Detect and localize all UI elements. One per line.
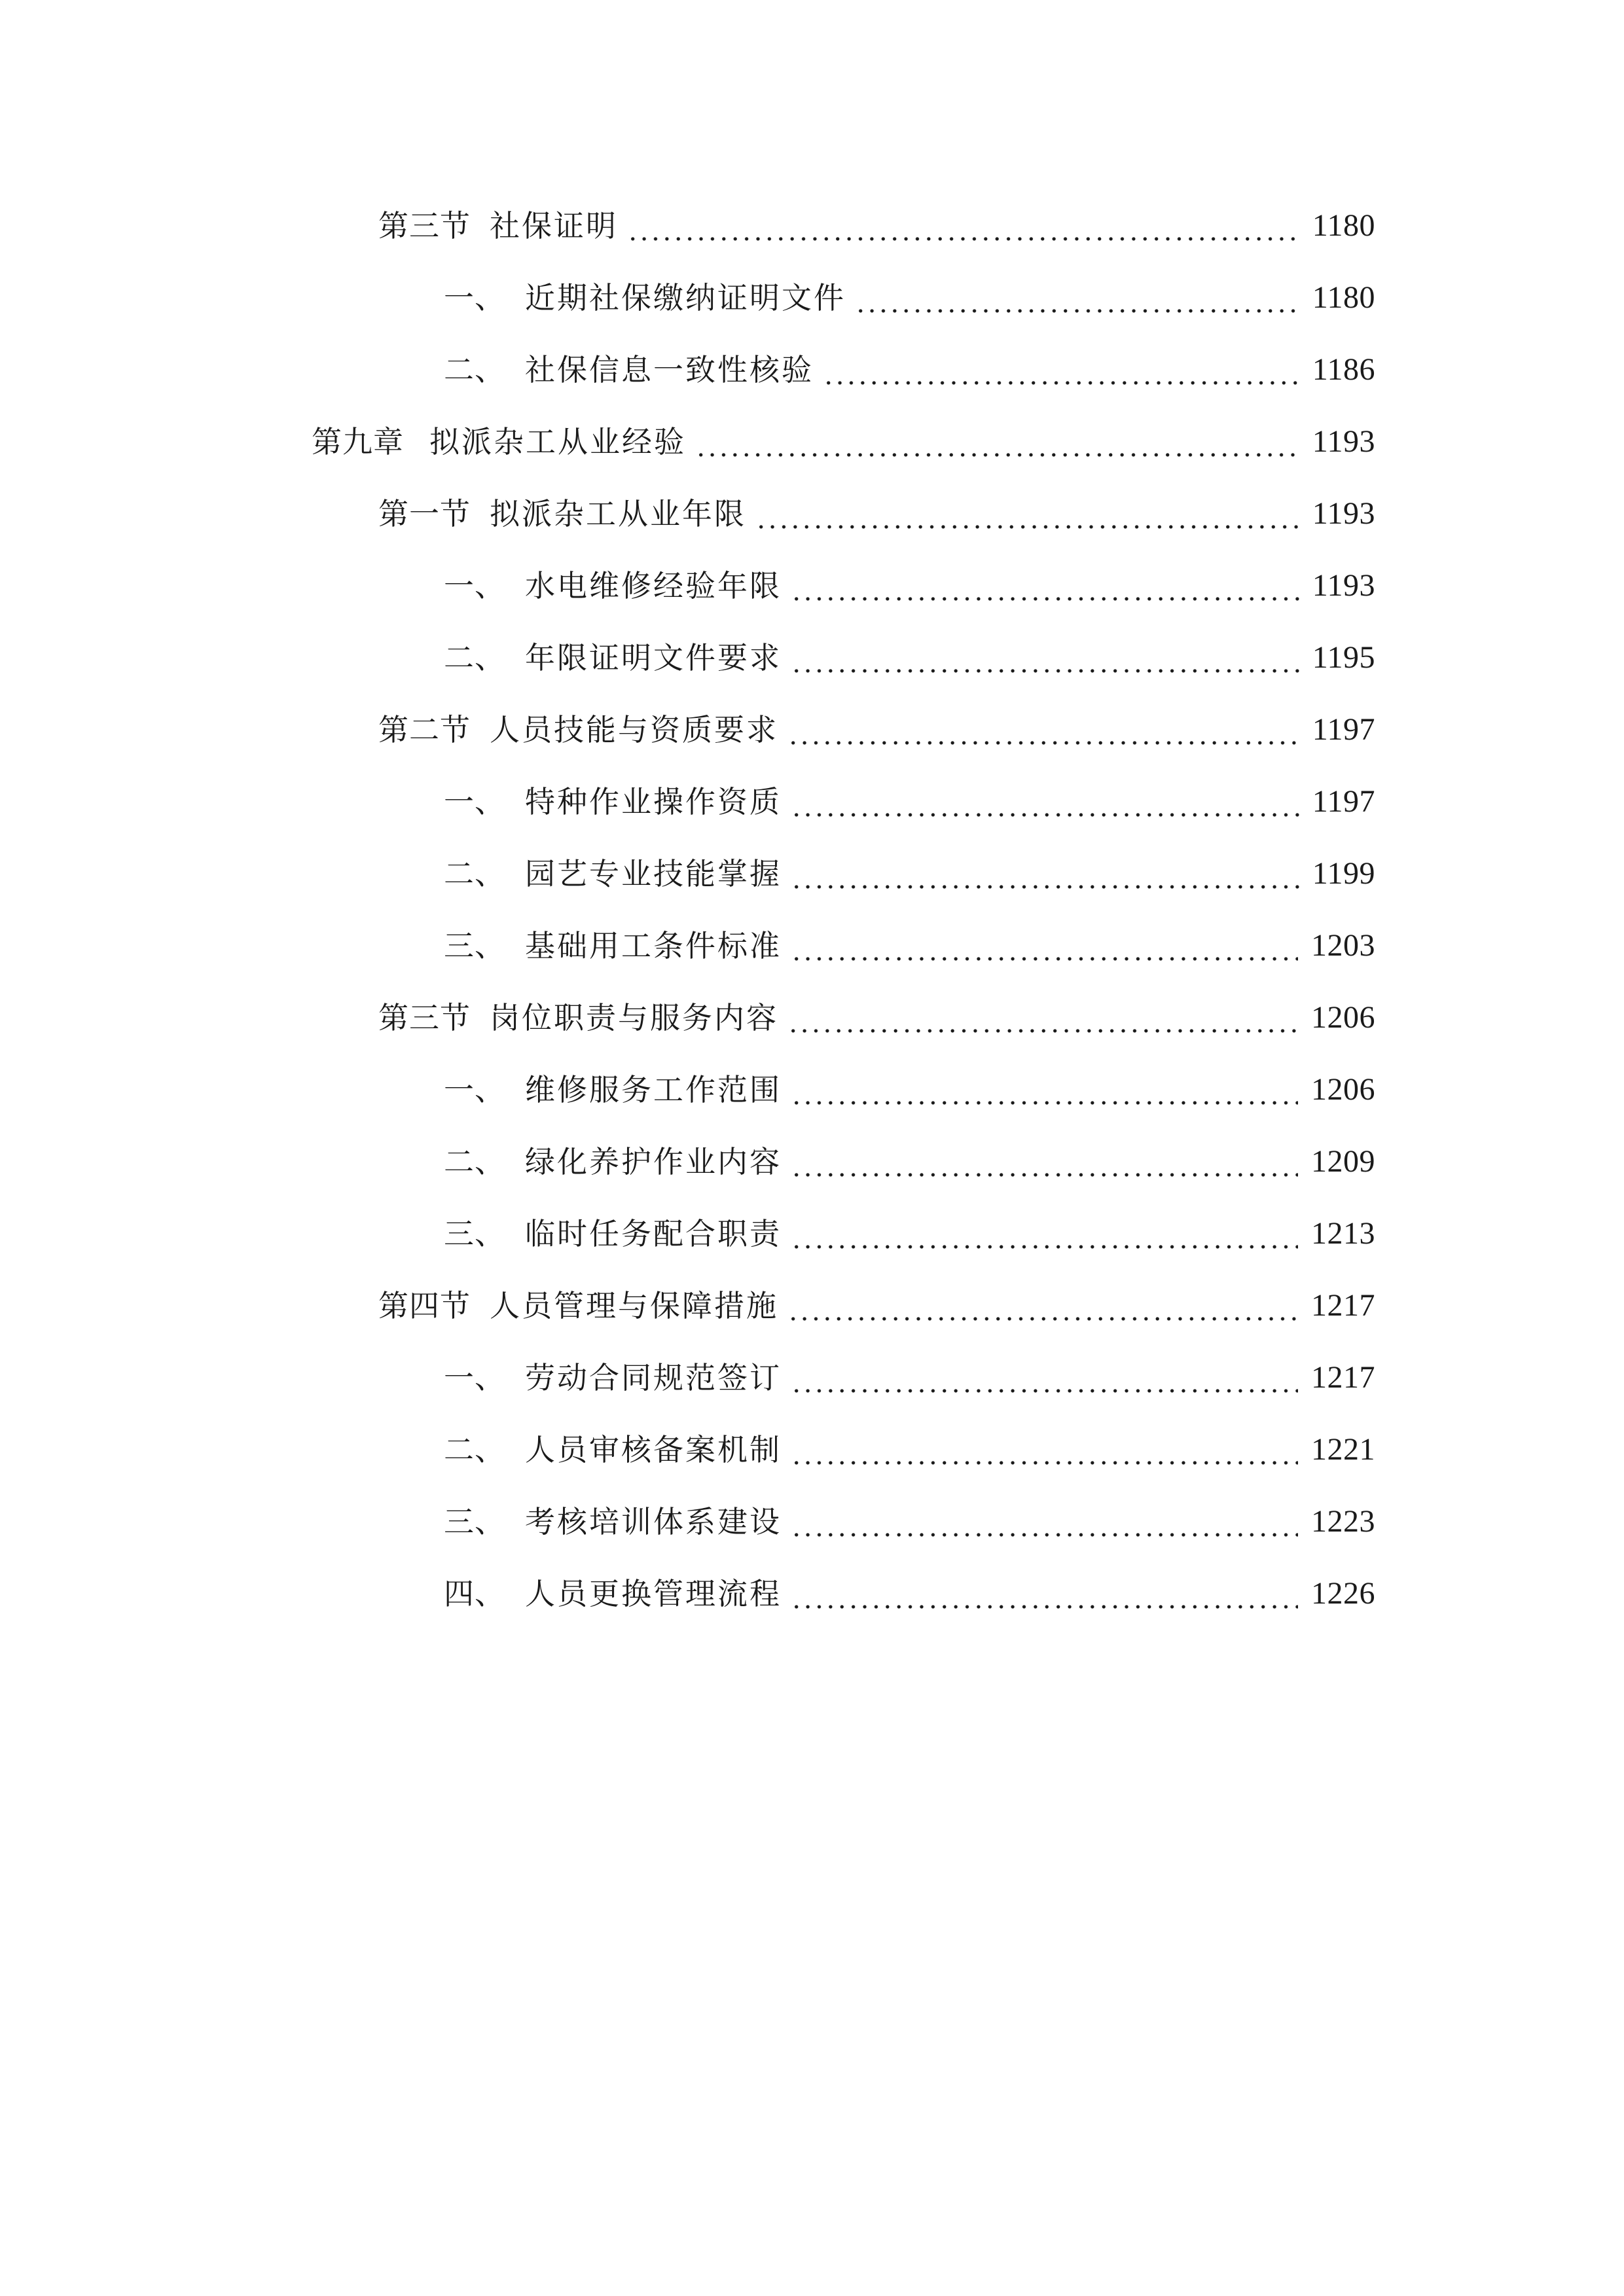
toc-entry-title: 考核培训体系建设 — [525, 1504, 782, 1539]
dot-leader — [855, 283, 1299, 313]
toc-entry-page-number: 1199 — [1312, 856, 1375, 891]
toc-entry-title: 人员技能与资质要求 — [490, 712, 778, 747]
toc-entry-marker: 一、 — [444, 280, 505, 315]
toc-entry-marker: 一、 — [444, 568, 505, 603]
toc-entry[interactable] — [0, 1198, 1624, 1270]
toc-entry-page-number: 1180 — [1312, 280, 1375, 315]
toc-entry-page-number: 1193 — [1312, 568, 1375, 603]
toc-entry[interactable] — [0, 1558, 1624, 1630]
toc-entry[interactable] — [0, 982, 1624, 1054]
dot-leader — [787, 715, 1299, 745]
toc-entry-page-number: 1213 — [1311, 1216, 1375, 1251]
toc-entry-marker: 一、 — [444, 784, 505, 819]
toc-entry-title: 社保信息一致性核验 — [525, 352, 814, 387]
toc-entry-page-number: 1197 — [1312, 712, 1375, 747]
toc-entry-title: 水电维修经验年限 — [525, 568, 782, 603]
toc-entry-title: 特种作业操作资质 — [525, 784, 782, 819]
toc-entry-title: 岗位职责与服务内容 — [490, 1000, 778, 1035]
toc-entry[interactable] — [0, 334, 1624, 406]
toc-entry-marker: 第九章 — [312, 424, 404, 459]
toc-entry[interactable] — [0, 694, 1624, 766]
toc-entry-title: 临时任务配合职责 — [525, 1216, 782, 1251]
toc-entry[interactable] — [0, 1486, 1624, 1558]
toc-entry-marker: 第二节 — [378, 712, 471, 747]
toc-entry-marker: 二、 — [444, 1432, 505, 1467]
toc-entry-marker: 第一节 — [378, 496, 471, 531]
toc-entry-page-number: 1226 — [1311, 1576, 1375, 1611]
toc-entry-title: 社保证明 — [490, 208, 618, 243]
dot-leader — [791, 1507, 1298, 1537]
toc-entry-title: 人员管理与保障措施 — [490, 1288, 778, 1323]
dot-leader — [787, 1003, 1298, 1033]
toc-entry-title: 年限证明文件要求 — [525, 640, 782, 675]
toc-entry[interactable] — [0, 1126, 1624, 1198]
toc-entry-marker: 二、 — [444, 352, 505, 387]
toc-entry-title: 劳动合同规范签订 — [525, 1360, 782, 1395]
toc-entry-page-number: 1197 — [1312, 784, 1375, 819]
toc-entry-title: 人员更换管理流程 — [525, 1576, 782, 1611]
toc-entry-title: 维修服务工作范围 — [525, 1072, 782, 1107]
toc-entry-marker: 四、 — [444, 1576, 505, 1611]
toc-entry[interactable] — [0, 478, 1624, 550]
toc-entry-title: 拟派杂工从业经验 — [429, 424, 686, 459]
dot-leader — [791, 1219, 1298, 1249]
dot-leader — [791, 1147, 1298, 1177]
toc-entry-page-number: 1193 — [1312, 424, 1375, 459]
dot-leader — [791, 1579, 1298, 1609]
dot-leader — [791, 859, 1299, 889]
toc-entry[interactable] — [0, 1342, 1624, 1414]
toc-entry[interactable] — [0, 766, 1624, 838]
dot-leader — [823, 355, 1299, 385]
toc-entry-marker: 三、 — [444, 1216, 505, 1251]
toc-entry[interactable] — [0, 1270, 1624, 1342]
toc-entry-page-number: 1217 — [1311, 1288, 1375, 1323]
toc-entry-page-number: 1195 — [1312, 640, 1375, 675]
toc-entry[interactable] — [0, 910, 1624, 982]
toc-entry-marker: 三、 — [444, 1504, 505, 1539]
table-of-contents — [0, 190, 1624, 1630]
toc-entry[interactable] — [0, 262, 1624, 334]
toc-entry-title: 近期社保缴纳证明文件 — [525, 280, 846, 315]
toc-entry-page-number: 1180 — [1312, 208, 1375, 243]
dot-leader — [791, 643, 1299, 673]
toc-entry[interactable] — [0, 1054, 1624, 1126]
toc-entry-page-number: 1221 — [1311, 1432, 1375, 1467]
dot-leader — [755, 499, 1299, 529]
dot-leader — [791, 1075, 1298, 1105]
dot-leader — [791, 1435, 1298, 1465]
toc-entry-page-number: 1206 — [1311, 1072, 1375, 1107]
toc-entry-marker: 二、 — [444, 1144, 505, 1179]
dot-leader — [787, 1291, 1298, 1321]
toc-entry-title: 园艺专业技能掌握 — [525, 856, 782, 891]
toc-entry[interactable] — [0, 550, 1624, 622]
dot-leader — [695, 427, 1299, 457]
toc-entry-title: 人员审核备案机制 — [525, 1432, 782, 1467]
toc-entry-marker: 第三节 — [378, 208, 471, 243]
toc-entry[interactable] — [0, 838, 1624, 910]
toc-entry-marker: 三、 — [444, 928, 505, 963]
toc-entry[interactable] — [0, 406, 1624, 478]
toc-entry[interactable] — [0, 190, 1624, 262]
toc-entry-title: 拟派杂工从业年限 — [490, 496, 746, 531]
dot-leader — [791, 1363, 1298, 1393]
toc-entry-marker: 第三节 — [378, 1000, 471, 1035]
toc-entry-page-number: 1206 — [1311, 1000, 1375, 1035]
toc-entry-page-number: 1203 — [1311, 928, 1375, 963]
dot-leader — [791, 787, 1299, 817]
toc-entry-page-number: 1223 — [1311, 1504, 1375, 1539]
toc-entry-marker: 一、 — [444, 1072, 505, 1107]
dot-leader — [627, 211, 1299, 241]
toc-entry-marker: 第四节 — [378, 1288, 471, 1323]
toc-entry[interactable] — [0, 1414, 1624, 1486]
toc-entry-page-number: 1217 — [1311, 1360, 1375, 1395]
toc-entry-page-number: 1193 — [1312, 496, 1375, 531]
toc-entry-title: 基础用工条件标准 — [525, 928, 782, 963]
toc-entry-page-number: 1209 — [1311, 1144, 1375, 1179]
toc-entry-marker: 二、 — [444, 856, 505, 891]
dot-leader — [791, 931, 1298, 961]
toc-entry-page-number: 1186 — [1312, 352, 1375, 387]
dot-leader — [791, 571, 1299, 601]
toc-entry-marker: 二、 — [444, 640, 505, 675]
toc-entry-title: 绿化养护作业内容 — [525, 1144, 782, 1179]
toc-entry-marker: 一、 — [444, 1360, 505, 1395]
toc-entry[interactable] — [0, 622, 1624, 694]
